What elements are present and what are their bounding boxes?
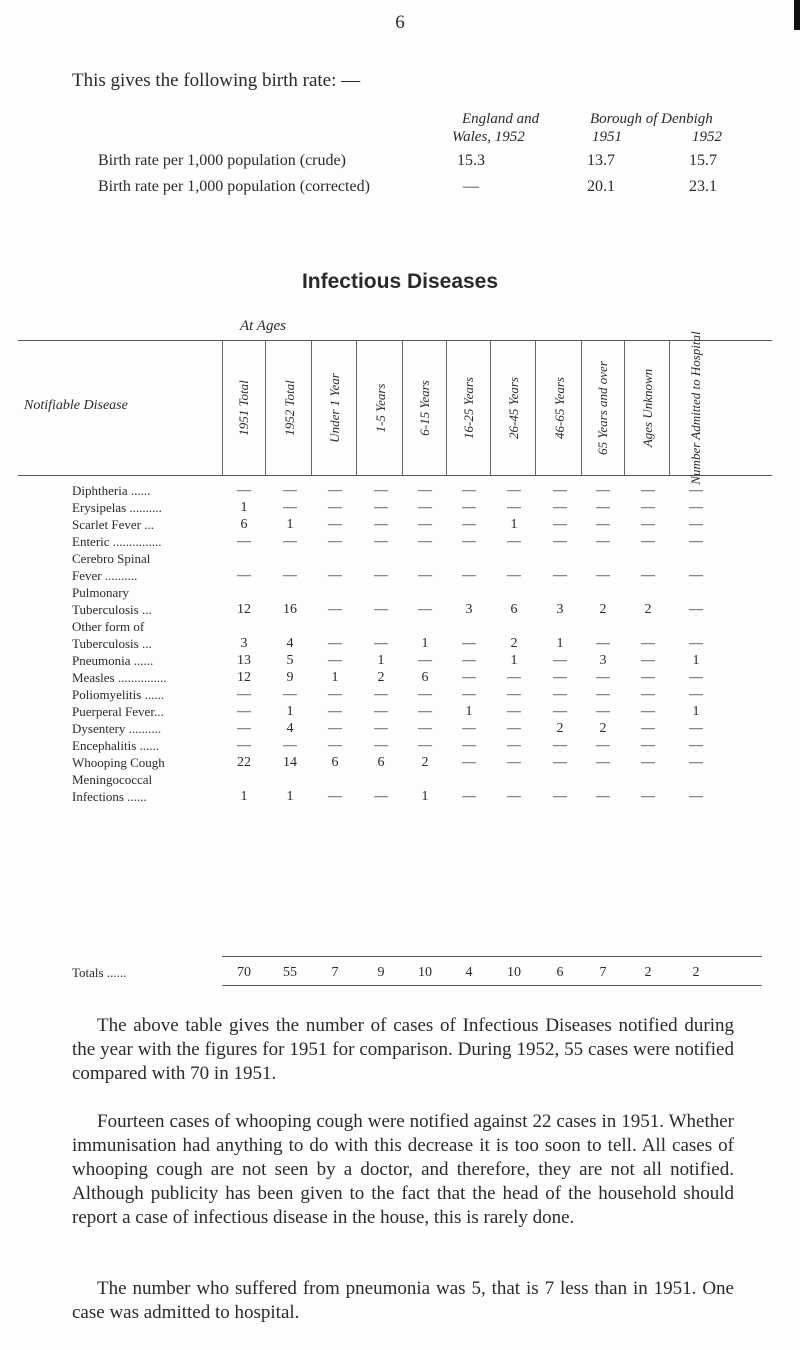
table-cell: — [596, 738, 610, 753]
totals-cell: 70 [237, 965, 251, 980]
column-header-label: Number Admitted to Hospital [688, 331, 703, 485]
birth-rate-crude-england: 15.3 [457, 152, 485, 169]
table-cell: — [462, 653, 476, 668]
table-cell: 2 [599, 721, 607, 736]
table-cell: — [374, 704, 388, 719]
totals-cell: 7 [331, 965, 339, 980]
table-cell: — [328, 602, 342, 617]
table-cell: — [462, 721, 476, 736]
table-cell: — [418, 687, 432, 702]
table-cell: — [418, 517, 432, 532]
table-cell: — [374, 636, 388, 651]
column-header-label: Under 1 Year [327, 373, 342, 443]
table-cell: 1 [240, 789, 248, 804]
disease-name: Cerebro Spinal [72, 551, 151, 566]
table-cell: — [418, 602, 432, 617]
table-row [0, 687, 800, 704]
table-cell: 12 [237, 670, 251, 685]
table-cell: — [328, 568, 342, 583]
disease-name: Other form of [72, 619, 145, 634]
table-cell: — [507, 755, 521, 770]
column-divider [222, 341, 223, 475]
table-cell: — [689, 483, 703, 498]
table-cell: — [462, 738, 476, 753]
table-cell: — [641, 500, 655, 515]
table-row [0, 568, 800, 585]
table-cell: 3 [599, 653, 607, 668]
table-row [0, 789, 800, 806]
year-1951-header: 1951 [592, 129, 622, 145]
table-cell: 14 [283, 755, 297, 770]
table-cell: — [418, 704, 432, 719]
totals-cell: 6 [556, 965, 564, 980]
disease-name: Pneumonia ...... [72, 653, 154, 668]
table-cell: — [641, 789, 655, 804]
column-divider [446, 341, 447, 475]
disease-name: Meningococcal [72, 772, 153, 787]
year-1952-header: 1952 [692, 129, 722, 145]
table-cell: — [553, 704, 567, 719]
table-cell: — [418, 721, 432, 736]
table-cell: 6 [331, 755, 339, 770]
table-row-label-line [0, 619, 800, 636]
table-cell: — [689, 721, 703, 736]
table-cell: — [553, 500, 567, 515]
birth-rate-corrected-label: Birth rate per 1,000 population (corrected) [98, 178, 370, 195]
table-row [0, 755, 800, 772]
column-header [406, 341, 444, 475]
table-cell: 3 [240, 636, 248, 651]
birth-rate-crude-1951: 13.7 [587, 152, 615, 169]
table-cell: — [237, 568, 251, 583]
table-cell: — [596, 704, 610, 719]
column-header-label: 65 Years and over [595, 361, 610, 455]
table-row [0, 636, 800, 653]
table-cell: — [596, 483, 610, 498]
disease-name: Measles ............... [72, 670, 167, 685]
table-cell: — [689, 636, 703, 651]
totals-cell: 9 [377, 965, 385, 980]
table-cell: — [462, 568, 476, 583]
table-cell: 2 [644, 602, 652, 617]
table-cell: — [418, 738, 432, 753]
table-cell: — [596, 534, 610, 549]
table-row [0, 500, 800, 517]
table-cell: — [507, 534, 521, 549]
table-cell: — [553, 483, 567, 498]
table-cell: — [641, 568, 655, 583]
table-cell: — [507, 704, 521, 719]
table-cell: 1 [510, 653, 518, 668]
table-cell: — [596, 670, 610, 685]
table-cell: — [689, 517, 703, 532]
table-cell: — [283, 500, 297, 515]
table-cell: — [507, 721, 521, 736]
table-cell: — [237, 534, 251, 549]
disease-name: Pulmonary [72, 585, 130, 600]
totals-bottom-rule [222, 985, 762, 986]
totals-row [0, 965, 800, 982]
table-cell: — [596, 636, 610, 651]
table-cell: — [507, 687, 521, 702]
table-cell: — [596, 500, 610, 515]
table-row [0, 534, 800, 551]
table-cell: 6 [377, 755, 385, 770]
table-cell: — [462, 636, 476, 651]
column-header [677, 331, 715, 485]
table-cell: 1 [331, 670, 339, 685]
table-cell: 2 [556, 721, 564, 736]
disease-name: Fever .......... [72, 568, 138, 583]
table-cell: — [283, 483, 297, 498]
table-cell: — [328, 500, 342, 515]
disease-name: Whooping Cough [72, 755, 165, 770]
table-row [0, 602, 800, 619]
table-cell: — [596, 568, 610, 583]
totals-cell: 2 [692, 965, 700, 980]
table-cell: — [553, 534, 567, 549]
table-cell: — [641, 738, 655, 753]
england-header-line1: England and [462, 111, 540, 127]
table-cell: — [596, 789, 610, 804]
table-cell: — [553, 789, 567, 804]
birth-rate-corrected-england: — [463, 178, 479, 195]
disease-name: Encephalitis ...... [72, 738, 160, 753]
table-cell: — [462, 670, 476, 685]
table-cell: — [328, 738, 342, 753]
column-header-label: 46-65 Years [552, 376, 567, 440]
table-cell: — [374, 534, 388, 549]
paragraph-pneumonia: The number who suffered from pneumonia was 5, that is 7 less than in 1951. One case was admitted to hospital. [72, 1278, 734, 1323]
table-cell: — [689, 687, 703, 702]
table-cell: 1 [286, 517, 294, 532]
table-cell: 1 [421, 789, 429, 804]
table-row-label-line [0, 772, 800, 789]
table-cell: — [328, 687, 342, 702]
table-cell: — [641, 704, 655, 719]
table-cell: 16 [283, 602, 297, 617]
table-cell: 4 [286, 636, 294, 651]
table-cell: 1 [692, 704, 700, 719]
totals-cell: 10 [507, 965, 521, 980]
table-header-rule [18, 475, 772, 476]
column-header [316, 341, 354, 475]
section-title: Infectious Diseases [301, 270, 499, 293]
table-cell: — [596, 687, 610, 702]
disease-name: Diphtheria ...... [72, 483, 151, 498]
table-row-label-line [0, 551, 800, 568]
table-cell: — [328, 721, 342, 736]
table-cell: — [328, 704, 342, 719]
disease-name: Erysipelas .......... [72, 500, 162, 515]
table-row [0, 704, 800, 721]
table-cell: — [507, 738, 521, 753]
column-header-label: 1952 Total [282, 380, 297, 436]
table-cell: 5 [286, 653, 294, 668]
table-cell: — [328, 653, 342, 668]
table-cell: 9 [286, 670, 294, 685]
table-cell: — [641, 670, 655, 685]
table-cell: 3 [465, 602, 473, 617]
table-cell: — [418, 483, 432, 498]
table-cell: — [374, 517, 388, 532]
column-divider [356, 341, 357, 475]
totals-cell: 10 [418, 965, 432, 980]
table-cell: — [462, 517, 476, 532]
column-header-label: 6-15 Years [417, 380, 432, 436]
table-cell: — [641, 687, 655, 702]
table-cell: 2 [421, 755, 429, 770]
table-cell: 1 [556, 636, 564, 651]
table-cell: — [418, 568, 432, 583]
table-cell: 3 [556, 602, 564, 617]
column-divider [669, 341, 670, 475]
table-cell: 1 [465, 704, 473, 719]
column-header [495, 341, 533, 475]
table-cell: — [689, 738, 703, 753]
table-cell: — [237, 687, 251, 702]
table-cell: — [328, 483, 342, 498]
table-cell: 1 [421, 636, 429, 651]
table-cell: — [283, 534, 297, 549]
table-cell: — [374, 568, 388, 583]
table-cell: — [689, 755, 703, 770]
birth-rate-crude-1952: 15.7 [689, 152, 717, 169]
column-divider [402, 341, 403, 475]
column-divider [624, 341, 625, 475]
table-cell: — [553, 755, 567, 770]
table-cell: — [374, 602, 388, 617]
table-cell: — [553, 687, 567, 702]
disease-name: Puerperal Fever... [72, 704, 164, 719]
table-cell: 4 [286, 721, 294, 736]
column-header-label: 26-45 Years [506, 376, 521, 440]
table-cell: 6 [510, 602, 518, 617]
table-cell: — [283, 687, 297, 702]
table-cell: 1 [377, 653, 385, 668]
column-header [629, 341, 667, 475]
table-cell: — [374, 738, 388, 753]
table-cell: — [374, 789, 388, 804]
table-cell: — [237, 721, 251, 736]
table-row [0, 483, 800, 500]
table-cell: — [328, 534, 342, 549]
table-cell: 1 [692, 653, 700, 668]
table-cell: — [641, 653, 655, 668]
totals-cell: 4 [465, 965, 473, 980]
disease-name: Tuberculosis ... [72, 636, 152, 651]
table-cell: — [462, 534, 476, 549]
table-cell: — [237, 738, 251, 753]
table-cell: — [641, 755, 655, 770]
column-divider [490, 341, 491, 475]
page-number: 6 [395, 12, 405, 33]
table-cell: 1 [240, 500, 248, 515]
column-header [362, 341, 400, 475]
table-cell: — [507, 483, 521, 498]
table-cell: — [237, 704, 251, 719]
table-cell: 1 [286, 704, 294, 719]
table-cell: — [596, 755, 610, 770]
table-row [0, 721, 800, 738]
table-cell: — [328, 789, 342, 804]
table-cell: 6 [421, 670, 429, 685]
totals-cell: 2 [644, 965, 652, 980]
table-row [0, 670, 800, 687]
england-header-line2: Wales, 1952 [452, 129, 525, 145]
table-row [0, 517, 800, 534]
column-header [541, 341, 579, 475]
table-cell: — [553, 670, 567, 685]
intro-text: This gives the following birth rate: — [72, 70, 361, 91]
table-cell: 12 [237, 602, 251, 617]
disease-name: Infections ...... [72, 789, 147, 804]
totals-cell: 55 [283, 965, 297, 980]
table-row-label-line [0, 585, 800, 602]
table-cell: — [418, 534, 432, 549]
disease-name: Scarlet Fever ... [72, 517, 154, 532]
table-cell: — [328, 636, 342, 651]
column-header-label: 1-5 Years [373, 383, 388, 433]
table-cell: 6 [240, 517, 248, 532]
notifiable-disease-header: Notifiable Disease [24, 398, 128, 413]
table-cell: — [374, 483, 388, 498]
column-header-label: 16-25 Years [461, 376, 476, 440]
paragraph-whooping-cough: Fourteen cases of whooping cough were notified against 22 cases in 1951. Whether immunisation had anything to do with this decrease it is too soon to tell. All cases of whooping cough are not seen by a doctor, and therefore, they are not all notified. Although publicity has been given to the fact that the head of the household should report a case of infectious disease in the house, this is rarely done. [72, 1111, 734, 1228]
paragraph-comparison: The above table gives the number of cases of Infectious Diseases notified during the year with the figures for 1951 for comparison. During 1952, 55 cases were notified compared with 70 in 1951. [72, 1015, 734, 1084]
table-cell: — [462, 483, 476, 498]
totals-cell: 7 [599, 965, 607, 980]
column-divider [535, 341, 536, 475]
disease-name: Dysentery .......... [72, 721, 162, 736]
birth-rate-crude-label: Birth rate per 1,000 population (crude) [98, 152, 346, 169]
table-cell: — [507, 568, 521, 583]
column-header-label: Ages Unknown [640, 368, 655, 448]
table-cell: — [462, 755, 476, 770]
table-cell: — [689, 670, 703, 685]
table-cell: 2 [599, 602, 607, 617]
table-cell: 2 [377, 670, 385, 685]
column-header-label: 1951 Total [236, 380, 251, 436]
totals-rule [222, 956, 762, 957]
table-cell: — [374, 721, 388, 736]
table-cell: — [237, 483, 251, 498]
table-cell: — [462, 500, 476, 515]
table-cell: — [596, 517, 610, 532]
table-cell: — [553, 738, 567, 753]
table-cell: 2 [510, 636, 518, 651]
table-cell: — [641, 721, 655, 736]
table-cell: — [641, 534, 655, 549]
table-cell: — [507, 670, 521, 685]
table-row [0, 738, 800, 755]
table-cell: — [328, 517, 342, 532]
table-cell: — [641, 517, 655, 532]
table-cell: — [553, 517, 567, 532]
disease-name: Enteric ............... [72, 534, 162, 549]
table-cell: — [689, 602, 703, 617]
table-cell: — [418, 500, 432, 515]
column-divider [581, 341, 582, 475]
borough-header: Borough of Denbigh [590, 111, 713, 127]
table-cell: — [553, 653, 567, 668]
disease-name: Tuberculosis ... [72, 602, 152, 617]
table-cell: — [462, 687, 476, 702]
column-header [271, 341, 309, 475]
table-cell: — [374, 500, 388, 515]
table-cell: — [507, 789, 521, 804]
totals-label: Totals ...... [72, 965, 127, 980]
column-header [225, 341, 263, 475]
table-cell: — [553, 568, 567, 583]
table-cell: — [689, 568, 703, 583]
table-cell: — [641, 636, 655, 651]
table-cell: — [462, 789, 476, 804]
column-divider [311, 341, 312, 475]
birth-rate-corrected-1951: 20.1 [587, 178, 615, 195]
table-cell: — [689, 500, 703, 515]
table-cell: 1 [286, 789, 294, 804]
table-cell: — [283, 568, 297, 583]
column-header [584, 341, 622, 475]
table-cell: — [283, 738, 297, 753]
column-divider [265, 341, 266, 475]
column-header [450, 341, 488, 475]
table-cell: — [418, 653, 432, 668]
table-cell: — [689, 534, 703, 549]
birth-rate-corrected-1952: 23.1 [689, 178, 717, 195]
table-cell: 13 [237, 653, 251, 668]
table-cell: — [689, 789, 703, 804]
table-cell: — [507, 500, 521, 515]
table-cell: — [374, 687, 388, 702]
table-cell: — [641, 483, 655, 498]
table-row [0, 653, 800, 670]
table-cell: 1 [510, 517, 518, 532]
at-ages-label: At Ages [240, 318, 286, 334]
table-cell: 22 [237, 755, 251, 770]
disease-name: Poliomyelitis ...... [72, 687, 165, 702]
